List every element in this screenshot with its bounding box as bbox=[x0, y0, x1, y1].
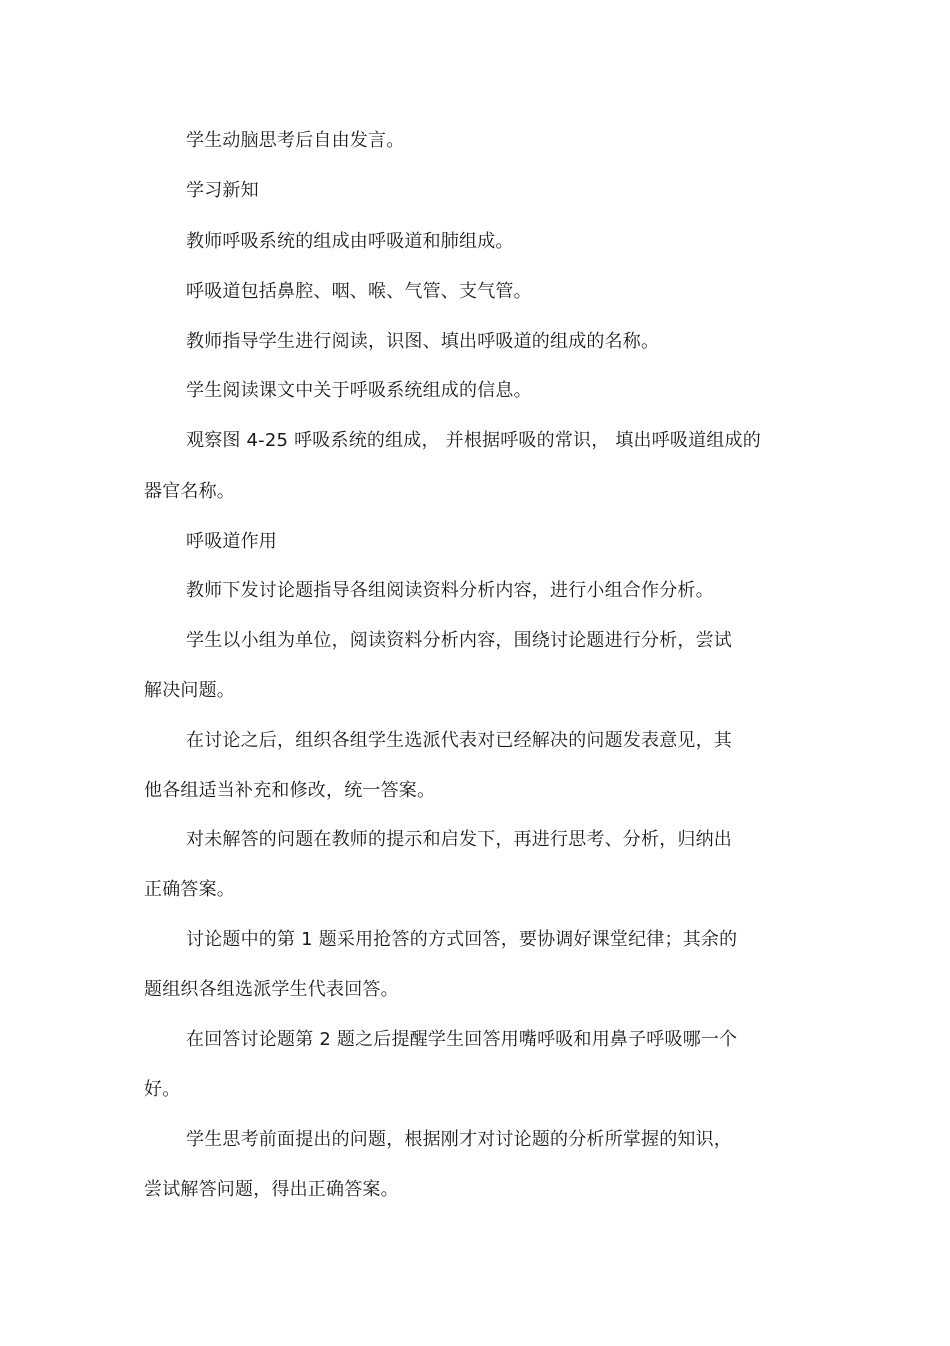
paragraph-line: 教师呼吸系统的组成由呼吸道和肺组成。 bbox=[186, 231, 514, 252]
paragraph-line: 学生思考前面提出的问题，根据刚才对讨论题的分析所掌握的知识， bbox=[186, 1129, 732, 1150]
paragraph-line: 题组织各组选派学生代表回答。 bbox=[144, 979, 399, 1000]
paragraph-line: 器官名称。 bbox=[144, 481, 235, 502]
paragraph-line: 他各组适当补充和修改，统一答案。 bbox=[144, 780, 436, 801]
paragraph-line: 学生动脑思考后自由发言。 bbox=[186, 130, 405, 151]
paragraph-line: 观察图 4-25 呼吸系统的组成， 并根据呼吸的常识， 填出呼吸道组成的 bbox=[186, 430, 761, 451]
paragraph-line: 教师指导学生进行阅读，识图、填出呼吸道的组成的名称。 bbox=[186, 331, 660, 352]
paragraph-line: 在讨论之后，组织各组学生选派代表对已经解决的问题发表意见，其 bbox=[186, 730, 732, 751]
paragraph-line: 好。 bbox=[144, 1079, 181, 1100]
paragraph-line: 学生以小组为单位，阅读资料分析内容，围绕讨论题进行分析，尝试 bbox=[186, 630, 732, 651]
paragraph-line: 解决问题。 bbox=[144, 680, 235, 701]
paragraph-line: 尝试解答问题，得出正确答案。 bbox=[144, 1179, 399, 1200]
paragraph-line: 讨论题中的第 1 题采用抢答的方式回答，要协调好课堂纪律；其余的 bbox=[186, 929, 738, 950]
section-heading: 呼吸道作用 bbox=[186, 531, 277, 552]
section-heading: 学习新知 bbox=[186, 180, 259, 201]
paragraph-line: 教师下发讨论题指导各组阅读资料分析内容，进行小组合作分析。 bbox=[186, 580, 714, 601]
paragraph-line: 学生阅读课文中关于呼吸系统组成的信息。 bbox=[186, 380, 532, 401]
paragraph-line: 正确答案。 bbox=[144, 879, 235, 900]
paragraph-line: 呼吸道包括鼻腔、咽、喉、气管、支气管。 bbox=[186, 281, 532, 302]
paragraph-line: 在回答讨论题第 2 题之后提醒学生回答用嘴呼吸和用鼻子呼吸哪一个 bbox=[186, 1029, 738, 1050]
paragraph-line: 对未解答的问题在教师的提示和启发下，再进行思考、分析，归纳出 bbox=[186, 829, 732, 850]
